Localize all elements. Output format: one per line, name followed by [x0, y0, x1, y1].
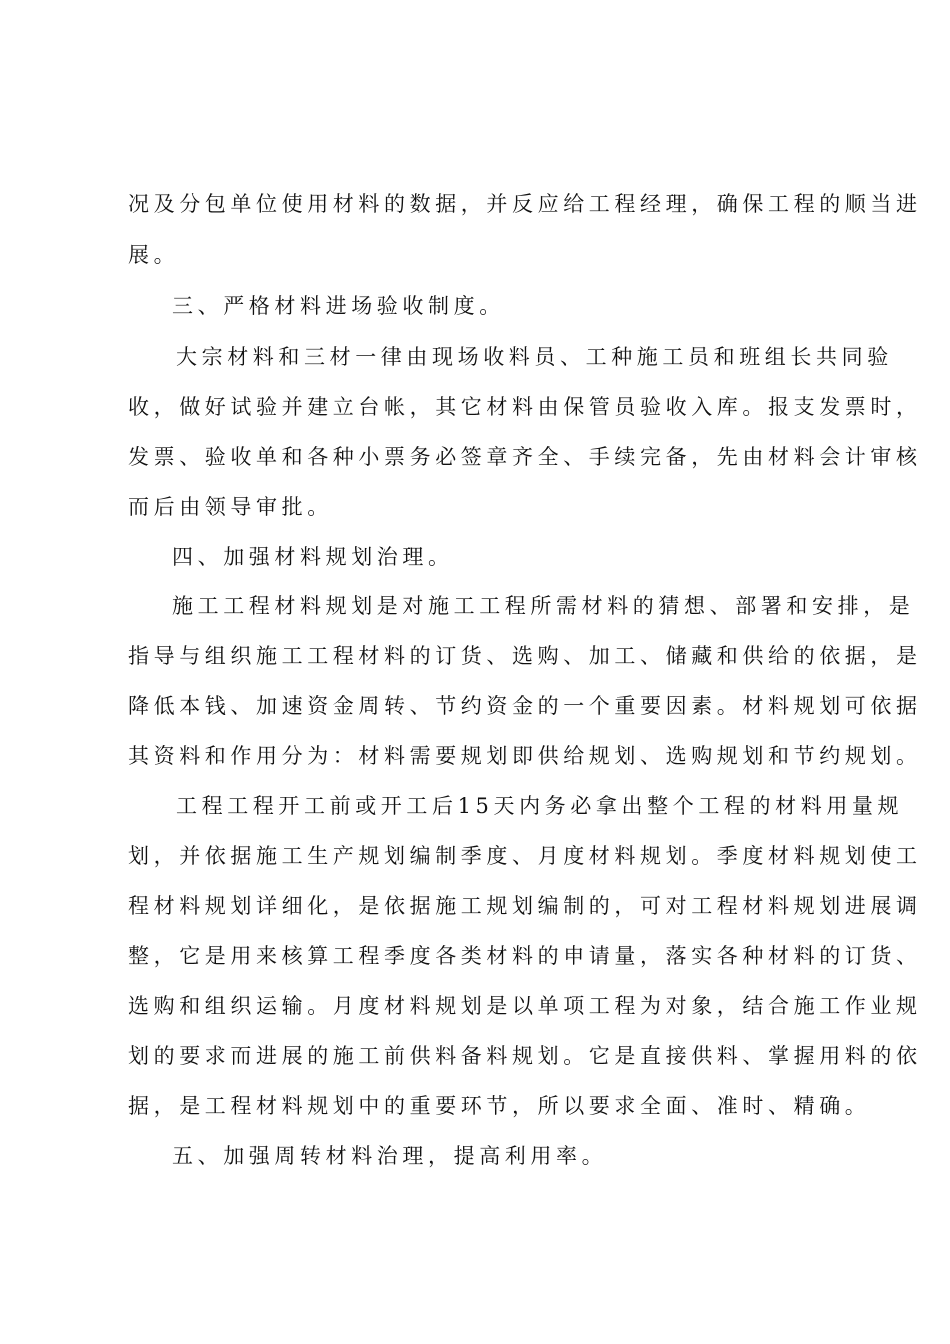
paragraph-line: 划，并依据施工生产规划编制季度、月度材料规划。季度材料规划使工: [128, 844, 922, 868]
paragraph-line: 发票、验收单和各种小票务必签章齐全、手续完备，先由材料会计审核: [128, 445, 922, 469]
paragraph-line: 而后由领导审批。: [128, 495, 333, 519]
paragraph-line: 降低本钱、加速资金周转、节约资金的一个重要因素。材料规划可依据: [128, 694, 922, 718]
paragraph-line: 据，是工程材料规划中的重要环节，所以要求全面、准时、精确。: [128, 1094, 871, 1118]
paragraph-line: 展。: [128, 243, 180, 267]
paragraph-line: 大宗材料和三材一律由现场收料员、工种施工员和班组长共同验: [176, 345, 893, 369]
paragraph-line: 程材料规划详细化，是依据施工规划编制的，可对工程材料规划进展调: [128, 894, 922, 918]
paragraph-line: 施工工程材料规划是对施工工程所需材料的猜想、部署和安排，是: [172, 594, 915, 618]
paragraph-line: 选购和组织运输。月度材料规划是以单项工程为对象，结合施工作业规: [128, 994, 922, 1018]
paragraph-line: 划的要求而进展的施工前供料备料规划。它是直接供料、掌握用料的依: [128, 1044, 922, 1068]
paragraph-line: 收，做好试验并建立台帐，其它材料由保管员验收入库。报支发票时，: [128, 395, 922, 419]
section-heading: 四、加强材料规划治理。: [172, 545, 454, 569]
section-heading: 三、严格材料进场验收制度。: [172, 294, 505, 318]
paragraph-line: 整，它是用来核算工程季度各类材料的申请量，落实各种材料的订货、: [128, 944, 922, 968]
section-heading: 五、加强周转材料治理，提高利用率。: [172, 1144, 608, 1168]
paragraph-line: 其资料和作用分为：材料需要规划即供给规划、选购规划和节约规划。: [128, 744, 922, 768]
paragraph-line: 况及分包单位使用材料的数据，并反应给工程经理，确保工程的顺当进: [128, 192, 922, 216]
paragraph-line: 工程工程开工前或开工后15天内务必拿出整个工程的材料用量规: [176, 794, 904, 818]
paragraph-line: 指导与组织施工工程材料的订货、选购、加工、储藏和供给的依据，是: [128, 644, 922, 668]
